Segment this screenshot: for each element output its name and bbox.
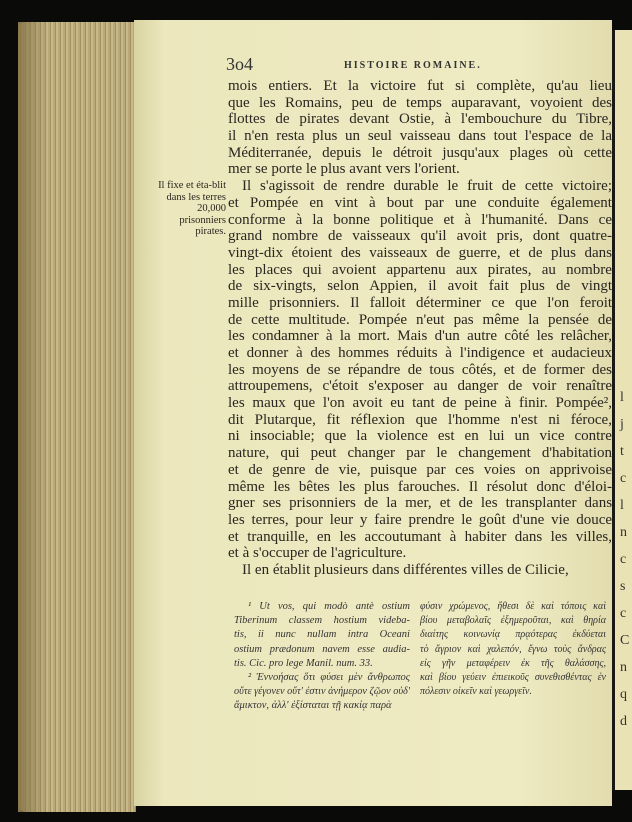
text-line-content: et Pompée en vint à bout par une conduite également [228, 194, 612, 211]
text-line [228, 195, 612, 212]
text-line-content: ni insociable; que la violence est en lui un vice contre [228, 428, 612, 445]
text-line-content: il n'en resta plus un seul vaisseau dans tout l'espace de la [228, 128, 613, 145]
running-header [226, 54, 614, 78]
text-line [228, 545, 612, 562]
text-line-content: βίου μεταβολαῖς ἐξημεροῦται, καὶ θηρία [420, 615, 606, 627]
text-line [420, 685, 606, 699]
text-line [228, 479, 612, 496]
text-line-content: εἰς γῆν μεταφέρειν ἐκ τῆς θαλάσσης, [420, 657, 606, 669]
facing-page-letter: n [620, 660, 627, 675]
text-line-content: tis. Cic. pro lege Manil. num. 33. [234, 657, 373, 669]
text-line [228, 529, 612, 546]
text-line-content: les maux que l'on avoit eu tant de peine à finir. Pompée², [228, 395, 613, 412]
text-line [234, 671, 410, 685]
text-line-content: καὶ βίου γεύειν ἐπιεικοῦς συνεθισθέντας ἐν [420, 671, 606, 683]
text-line-content: dit Plutarque, fit réflexion que l'homme n'est ni féroce, [228, 411, 612, 428]
text-line [228, 128, 612, 145]
text-line [420, 600, 606, 614]
text-line-content: ² Ἐννοήσας ὅτι φύσει μὲν ἄνθρωπος [248, 671, 411, 683]
text-line [228, 378, 612, 395]
facing-page-letter: l [620, 390, 624, 405]
text-line [234, 699, 410, 713]
text-line-content: nature, qui peut changer par le changement d'habitation [228, 445, 613, 462]
text-line [420, 628, 606, 642]
text-line-content: Tiberinum classem hostium videba- [234, 615, 411, 627]
footnotes-left-column [234, 600, 410, 714]
text-line-content: mille prisonniers. Il falloit déterminer ce que l'on feroit [228, 294, 613, 311]
text-line [228, 428, 612, 445]
text-line [228, 495, 612, 512]
text-line-content: φύσιν χρώμενος, ἤθεσι δὲ καὶ τόποις καὶ [420, 601, 606, 612]
text-line [228, 328, 612, 345]
text-line [228, 345, 612, 362]
text-line-content: les terres, pour leur y faire prendre le goût d'une vie douce [228, 511, 613, 528]
text-line [228, 145, 612, 162]
text-line-content: οὔτε γέγονεν οὔτ' ἐστιν ἀνήμερον ζῷον οὐδ' [234, 686, 411, 698]
text-line [420, 643, 606, 657]
text-line [228, 95, 612, 112]
facing-page-letter: n [620, 525, 627, 540]
text-line [228, 228, 612, 245]
facing-page-letter: C [620, 633, 630, 648]
text-line-content: les condamner à la mort. Mais d'un autre côté les relâcher, [228, 328, 613, 345]
text-line-content: et donner à des hommes réduits à l'indigence et audacieux [228, 345, 612, 361]
page-number: 3o4 [226, 54, 253, 74]
text-line [228, 245, 612, 262]
text-line [228, 445, 612, 462]
text-line-content: et à s'occuper de l'agriculture. [228, 545, 407, 562]
text-line [234, 657, 410, 671]
text-line [228, 278, 612, 295]
text-line-content: grand nombre de vaisseaux qu'il avoit pris, dont quatre- [228, 228, 613, 245]
text-line [228, 462, 612, 479]
text-line-content: tis, ii nunc nullam intra Oceani [234, 629, 410, 641]
text-line-content: διαίτης κοινωνίᾳ πρᾳότερας ἐκδύεται [420, 629, 607, 641]
text-line-content: de cette multitude. Pompée n'eut pas même la pensée de [228, 311, 613, 328]
text-line [228, 111, 612, 128]
text-line [228, 178, 612, 195]
text-line-content: les moyens de se répandre de tous côtés, et de former des [228, 361, 613, 378]
text-line [234, 614, 410, 628]
text-line-content: mer se porte le plus avant vers l'orient. [228, 161, 460, 178]
text-line-content: mois entiers. Et la victoire fut si complète, qu'au lieu [228, 78, 612, 94]
text-line-content: ¹ Ut vos, qui modò antè ostium [248, 601, 410, 612]
text-line [234, 600, 410, 614]
facing-page-letter: l [620, 498, 624, 513]
text-line-content: Méditerranée, depuis le détroit jusqu'aux plages où cette [228, 144, 612, 161]
text-line-content: les places qui avoient appartenu aux pirates, au nombre [228, 261, 612, 278]
text-line [228, 262, 612, 279]
running-title: HISTOIRE ROMAINE. [344, 60, 482, 71]
text-line [228, 562, 612, 579]
text-line-content: attroupemens, c'étoit s'exposer au danger de voir renaître [228, 378, 613, 395]
text-line [234, 628, 410, 642]
text-line-content: τὸ ἄγριον καὶ χαλεπόν, ἔγνω τοὺς ἄνδρας [420, 643, 607, 655]
text-line-content: et de genre de vie, puisque par ces voies on apprivoise [228, 461, 613, 478]
text-line [228, 295, 612, 312]
facing-page-letter: c [620, 552, 627, 567]
facing-page-letter: d [620, 714, 627, 729]
facing-page-edge [612, 30, 632, 790]
footnotes-right-column [420, 600, 606, 699]
text-line-content: que les Romains, peu de temps auparavant, voyoient des [228, 94, 612, 111]
text-line [234, 643, 410, 657]
facing-page-letter: q [620, 687, 627, 702]
text-line-content: Il en établit plusieurs dans différentes villes de Cilicie, [242, 561, 569, 578]
text-line-content: de six-vingts, selon Appien, il avoit fait plus de vingt [228, 278, 613, 295]
text-line [420, 657, 606, 671]
text-line [234, 685, 410, 699]
facing-page-letter: c [620, 606, 627, 621]
text-line-content: gner ses prisonniers de la mer, et de les transplanter dans [228, 495, 613, 512]
text-line-content: ἄμικτον, ἀλλ' ἐξίσταται τῇ κακίᾳ παρὰ [234, 700, 392, 712]
text-line-content: πόλεσιν οἰκεῖν καὶ γεωργεῖν. [420, 686, 532, 698]
text-line [228, 412, 612, 429]
text-line [420, 671, 606, 685]
margin-note: Il fixe et éta-blit dans les terres 20,000 prisonniers pirates. [158, 180, 226, 237]
text-line [228, 395, 612, 412]
facing-page-letter: t [620, 444, 624, 459]
text-line [228, 212, 612, 229]
text-line-content: même les bêtes les plus farouches. Il résolut donc d'éloi- [228, 478, 612, 495]
facing-page-letter: s [620, 579, 626, 594]
book-fore-edge [18, 22, 136, 812]
text-line-content: flottes de pirates devant Ostie, à l'embouchure du Tibre, [228, 111, 613, 128]
text-line-content: vingt-dix étoient des vaisseaux de guerre, et de plus dans [228, 244, 612, 261]
facing-page-letter: c [620, 471, 627, 486]
text-line [228, 362, 612, 379]
text-line [228, 161, 612, 178]
text-line [228, 312, 612, 329]
facing-page-letter: j [620, 417, 624, 432]
text-line [420, 614, 606, 628]
text-line-content: conforme à la bonne politique et à l'humanité. Dans ce [228, 211, 612, 228]
text-line-content: et tranquille, en les accoutumant à habiter dans les villes, [228, 528, 612, 545]
text-line [228, 78, 612, 95]
body-text [228, 78, 612, 579]
text-line-content: ostium prædonum navem esse audia- [234, 643, 410, 655]
text-line-content: Il s'agissoit de rendre durable le fruit de cette victoire; [242, 178, 612, 195]
text-line [228, 512, 612, 529]
